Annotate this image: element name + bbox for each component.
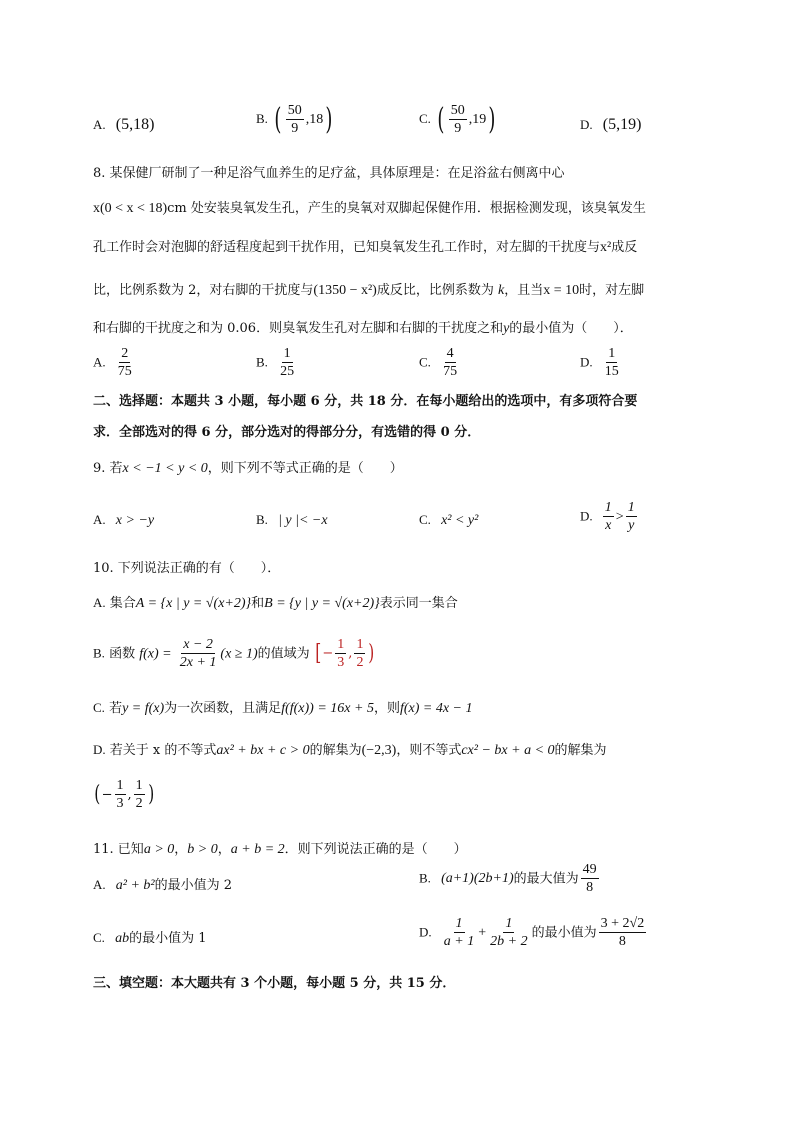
q8-line-5: 和右脚的干扰度之和为 0.06．则臭氧发生孔对左脚和右脚的干扰度之和y的最小值为（ ）．	[93, 321, 633, 336]
q11-option-b: B. (a+1)(2b+1)的最大值为 $\frac{49}{8}$	[419, 862, 597, 896]
q10-option-c: C. 若y = f(x)为一次函数，且满足f(f(x)) = 16x + 5，则f(x) = 4x − 1	[93, 700, 473, 716]
section-3-heading: 三、填空题：本大题共有 3 个小题，每小题 5 分，共 15 分．	[93, 976, 456, 991]
q11-stem: 11. 已知a > 0，b > 0，a + b = 2．则下列说法正确的是（ ）	[93, 842, 467, 857]
q8-line-1: 8. 某保健厂研制了一种足浴气血养生的足疗盆，具体原理是：在足浴盆右侧离中心	[93, 166, 565, 181]
q7-option-b: B. ( $\frac{50}{9}$ ,18)	[256, 102, 333, 137]
value-range: [− $\frac{1}{3}$ , $\frac{1}{2}$ )	[315, 637, 375, 671]
option-value: (5,18)	[115, 116, 155, 133]
q8-line-4: 比，比例系数为 2，对右脚的干扰度与(1350 − x²)成反比，比例系数为 k，且当x = 10时，对左脚	[93, 283, 645, 298]
q9-option-d: D. $\frac{1}{x}$ > $\frac{1}{y}$	[580, 500, 635, 534]
q10-option-a: A. 集合A = {x | y = √(x+2)}和B = {y | y = √(x+2)}表示同一集合	[93, 595, 458, 611]
q7-option-d	[580, 116, 641, 134]
option-label: C.	[419, 111, 431, 126]
q9-stem: 9. 若x < −1 < y < 0，则下列不等式正确的是（ ）	[93, 461, 403, 476]
q8-line-2: x(0 < x < 18)cm 处安装臭氧发生孔，产生的臭氧对双脚起保健作用．根据检测发现，该臭氧发生	[93, 201, 646, 216]
q8-option-b: B. $\frac{1}{25}$	[256, 346, 295, 380]
section-2-heading-line-1: 二、选择题：本题共 3 小题，每小题 6 分，共 18 分．在每小题给出的选项中，有多项符合要	[93, 394, 638, 409]
q9-option-c: C. x² < y²	[419, 512, 479, 528]
q9-option-b: B. | y |< −x	[256, 512, 328, 528]
q9-option-a: A. x > −y	[93, 512, 155, 528]
q11-option-c: C. ab的最小值为 1	[93, 930, 207, 946]
option-label: B.	[256, 111, 268, 126]
option-label: A.	[93, 117, 106, 132]
q8-line-3: 孔工作时会对泡脚的舒适程度起到干扰作用，已知臭氧发生孔工作时，对左脚的干扰度与x²成反	[93, 240, 638, 255]
q10-stem: 10. 下列说法正确的有（ ）．	[93, 561, 281, 576]
q10-option-b: B. 函数 f(x) = $\frac{x - 2}{2x + 1}$ (x ≥ 1)的值域为 [− $\frac{1}{3}$ , $\frac{1}{2}$ )	[93, 637, 375, 671]
option-fraction: $\frac{50}{9}$	[287, 102, 302, 136]
q10-option-d: D. 若关于 x 的不等式ax² + bx + c > 0的解集为(−2,3)，则不等式cx² − bx + a < 0的解集为	[93, 742, 607, 758]
option-label: D.	[580, 117, 593, 132]
q11-option-a: A. a² + b²的最小值为 2	[93, 877, 233, 893]
q8-option-c: C. $\frac{4}{75}$	[419, 346, 458, 380]
q8-option-a: A. $\frac{2}{75}$	[93, 346, 132, 380]
q10-option-d-answer: (− $\frac{1}{3}$ , $\frac{1}{2}$ )	[94, 778, 154, 812]
q7-option-c: C. ( $\frac{50}{9}$ ,19)	[419, 102, 496, 137]
option-fraction: $\frac{50}{9}$	[450, 102, 465, 136]
q7-option-a	[93, 116, 154, 134]
q11-option-d: D. $\frac{1}{a + 1}$ + $\frac{1}{2b + 2}$ 的最小值为 $\frac{3 + 2√2}{8}$	[419, 916, 645, 950]
option-value: (5,19)	[602, 116, 642, 133]
q8-option-d: D. $\frac{1}{15}$	[580, 346, 619, 380]
section-2-heading-line-2: 求．全部选对的得 6 分，部分选对的得部分分，有选错的得 0 分．	[93, 425, 481, 440]
